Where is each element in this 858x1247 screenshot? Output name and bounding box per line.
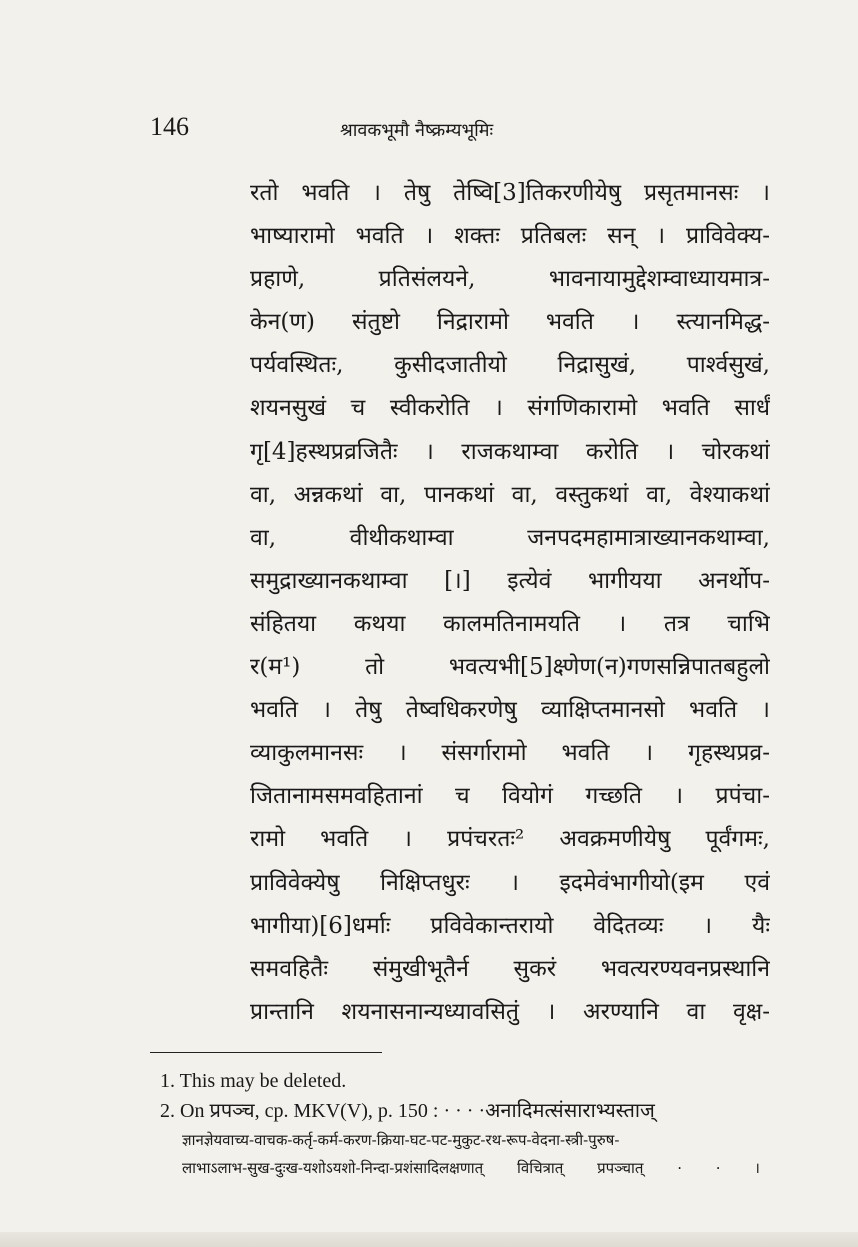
page-bottom-edge	[0, 1232, 858, 1247]
footnotes	[160, 1066, 760, 1182]
footnote-2-continuation: लाभाऽलाभ-सुख-दुःख-यशोऽयशो-निन्दा-प्रशंसादिलक्षणात् विचित्रात् प्रपञ्चात् · · ।	[182, 1159, 760, 1177]
text-line: प्रान्तानि शयनासनान्यध्यावसितुं । अरण्यानि वा वृक्ष-	[250, 998, 770, 1025]
footnote-1: 1. This may be deleted.	[160, 1070, 347, 1092]
text-line: गृ[4]हस्थप्रव्रजितैः । राजकथाम्वा करोति । चोरकथां	[250, 438, 770, 465]
text-line: व्याकुलमानसः । संसर्गारामो भवति । गृहस्थप्रव्र-	[250, 740, 770, 767]
page-number: 146	[150, 112, 189, 141]
text-line: प्रहाणे, प्रतिसंलयने, भावनायामुद्देशम्वाध्यायमात्र-	[250, 266, 770, 293]
text-line: वा, अन्नकथां वा, पानकथां वा, वस्तुकथां वा, वेश्याकथां	[250, 481, 770, 508]
text-line: जितानामसमवहितानां च वियोगं गच्छति । प्रपंचा-	[250, 783, 770, 810]
body-text	[250, 172, 770, 1034]
text-line: रामो भवति । प्रपंचरतः² अवक्रमणीयेषु पूर्वंगमः,	[250, 826, 770, 853]
text-line: केन(ण) संतुष्टो निद्रारामो भवति । स्त्यानमिद्ध-	[250, 309, 770, 336]
text-line: भवति । तेषु तेष्वधिकरणेषु व्याक्षिप्तमानसो भवति ।	[250, 697, 770, 724]
text-line: शयनसुखं च स्वीकरोति । संगणिकारामो भवति सार्धं	[250, 395, 770, 422]
text-line: रतो भवति । तेषु तेष्वि[3]तिकरणीयेषु प्रसृतमानसः ।	[250, 180, 770, 206]
footnote-2: 2. On प्रपञ्च, cp. MKV(V), p. 150 : · · · ·अनादिमत्संसाराभ्यस्ताज्	[160, 1100, 655, 1122]
text-line: प्राविवेक्येषु निक्षिप्तधुरः । इदमेवंभागीयो(इम एवं	[250, 869, 770, 896]
page-header	[150, 112, 770, 152]
running-title: श्रावकभूमौ नैष्क्रम्यभूमिः	[340, 120, 494, 141]
text-line: भागीया)[6]धर्माः प्रविवेकान्तरायो वेदितव्यः । यैः	[250, 912, 770, 939]
text-line: र(म¹) तो भवत्यभी[5]क्ष्णेण(न)गणसन्निपातबहुलो	[250, 654, 770, 681]
text-line: वा, वीथीकथाम्वा जनपदमहामात्राख्यानकथाम्वा,	[250, 524, 770, 551]
text-line: भाष्यारामो भवति । शक्तः प्रतिबलः सन् । प्राविवेक्य-	[250, 223, 770, 250]
text-line: समवहितैः संमुखीभूतैर्न सुकरं भवत्यरण्यवनप्रस्थानि	[250, 955, 770, 982]
footnote-2-continuation: ज्ञानज्ञेयवाच्य-वाचक-कर्तृ-कर्म-करण-क्रिया-घट-पट-मुकुट-रथ-रूप-वेदना-स्त्री-पुरुष-	[182, 1131, 620, 1149]
text-line: पर्यवस्थितः, कुसीदजातीयो निद्रासुखं, पार्श्वसुखं,	[250, 352, 770, 379]
text-line: संहितया कथया कालमतिनामयति । तत्र चाभि	[250, 610, 770, 637]
text-line: समुद्राख्यानकथाम्वा [।] इत्येवं भागीयया अनर्थोप-	[250, 567, 770, 594]
footnote-divider	[150, 1052, 382, 1053]
